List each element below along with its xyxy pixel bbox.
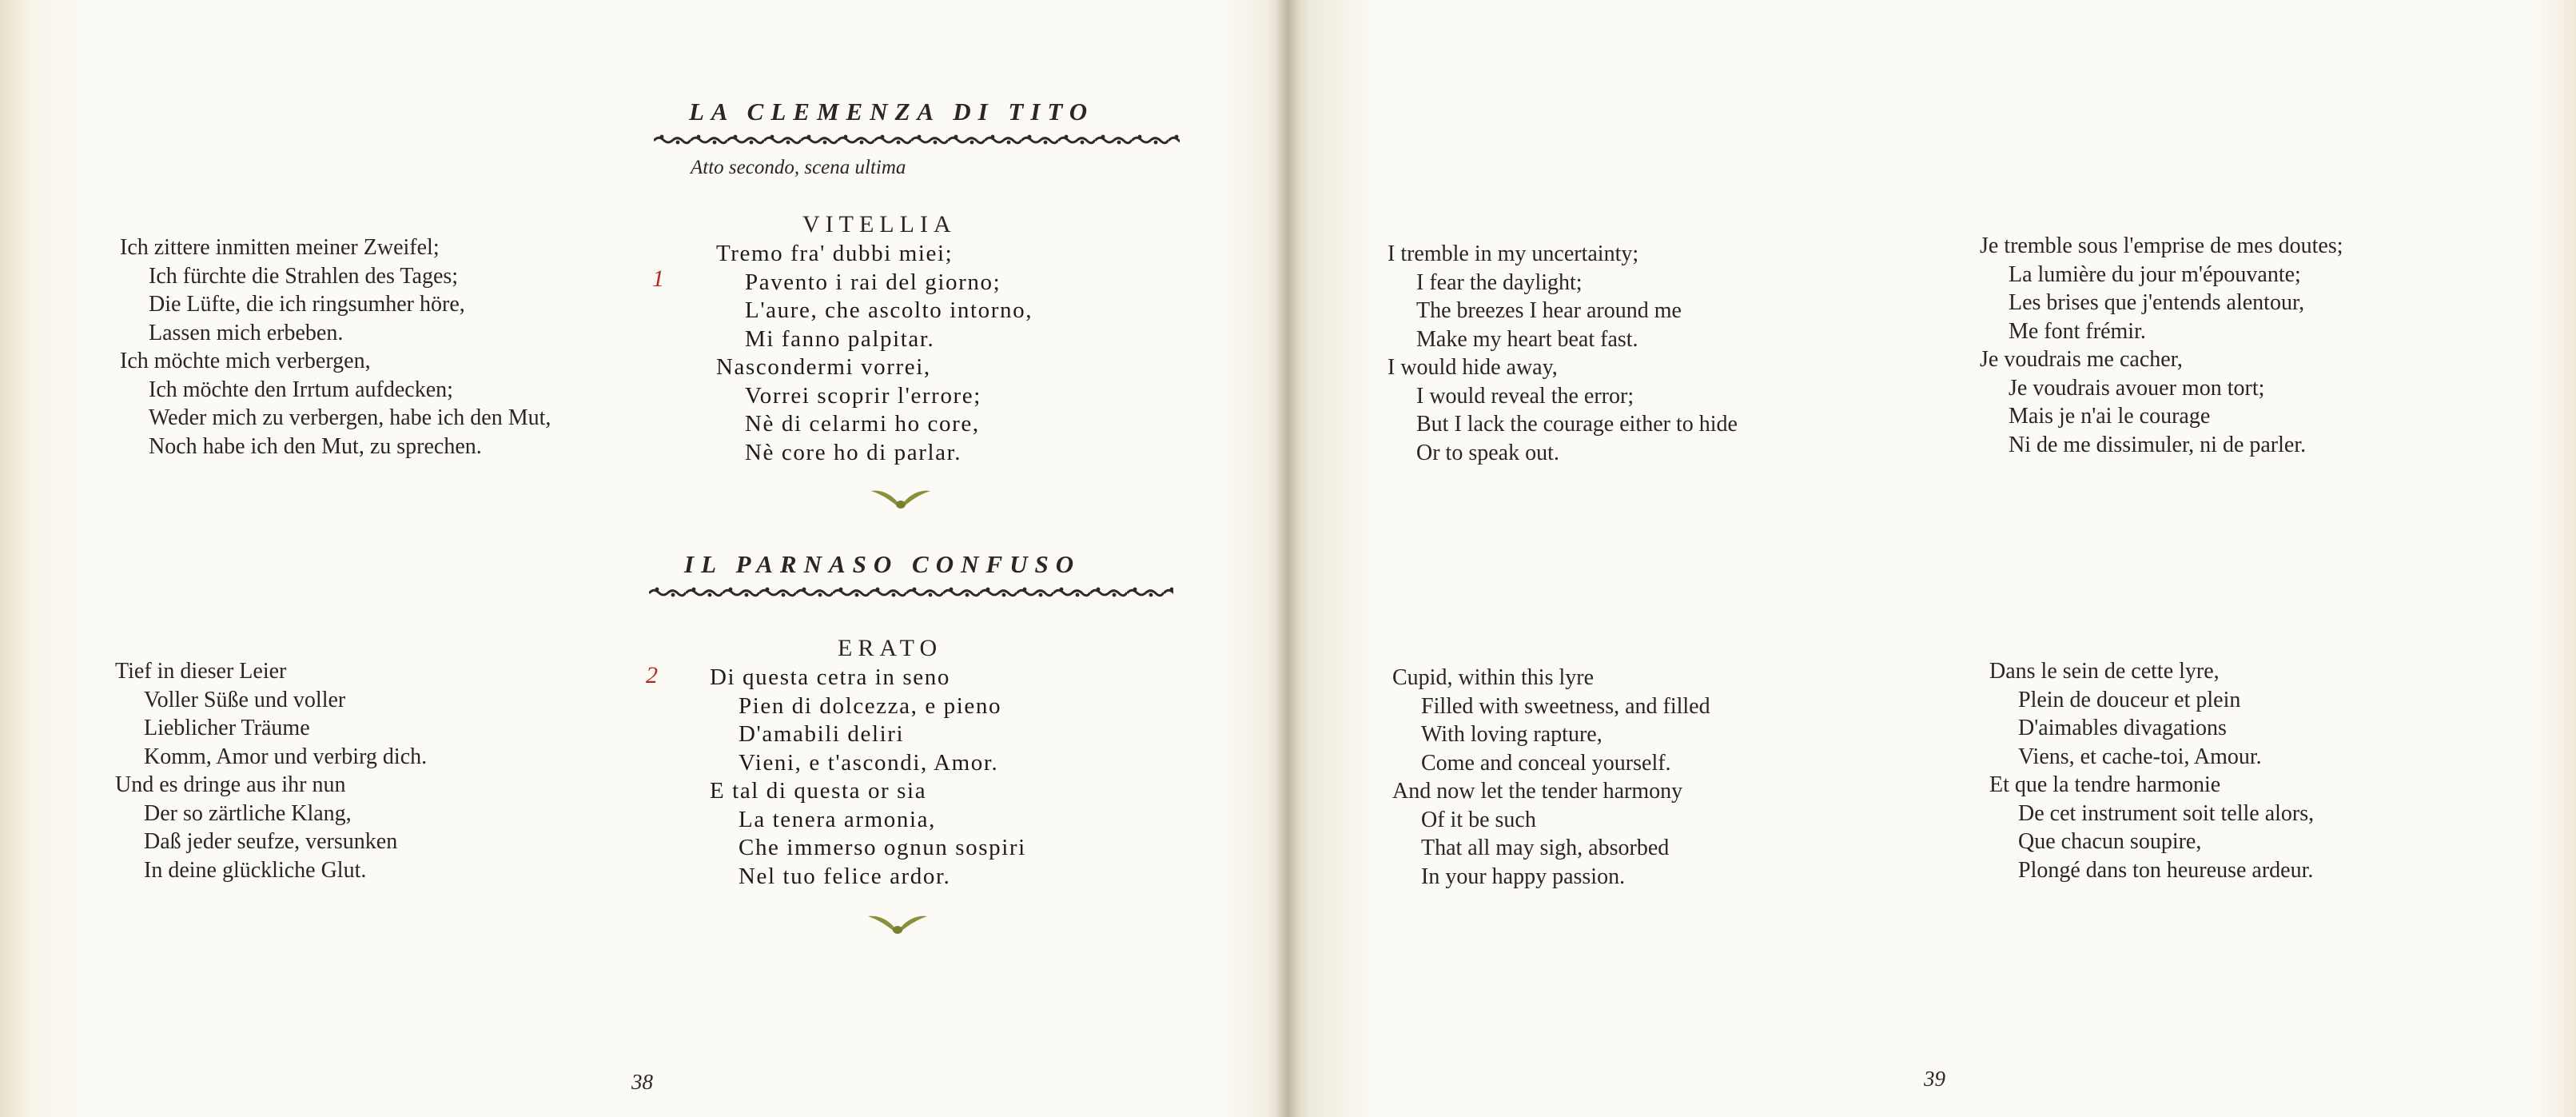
french-line: Viens, et cache-toi, Amour. [2018,744,2262,769]
german-line: Der so zärtliche Klang, [144,800,352,826]
english-line: And now let the tender harmony [1392,779,1683,804]
french-line: Je tremble sous l'emprise de mes doutes; [1980,233,2343,258]
italian-line: E tal di questa or sia [710,778,927,804]
character-erato: ERATO [838,635,943,661]
german-verse-1 [120,233,551,461]
italian-line: L'aure, che ascolto intorno, [745,297,1033,323]
english-line: I would reveal the error; [1416,383,1634,409]
german-line: In deine glückliche Glut. [144,857,367,883]
german-line: Die Lüfte, die ich ringsumher höre, [149,292,465,317]
page-number: 38 [631,1070,653,1094]
italian-line: Pien di dolcezza, e pieno [739,692,1002,719]
italian-line: Pavento i rai del giorno; [745,269,1001,295]
title-ornament-rule [649,585,1173,598]
gutter-shadow [1276,0,1300,1117]
title-ornament-rule [654,133,1180,146]
character-vitellia: VITELLIA [802,211,957,237]
italian-line: Che immerso ognun sospiri [739,835,1026,860]
english-line: I would hide away, [1388,355,1558,380]
italian-verse-2 [710,664,1026,891]
german-line: Und es dringe aus ihr nun [115,772,346,797]
english-line: Filled with sweetness, and filled [1421,693,1710,719]
italian-line: Nè di celarmi ho core, [745,411,980,437]
french-verse-2 [1989,657,2314,884]
english-line: Cupid, within this lyre [1392,665,1594,690]
french-line: Je voudrais avouer mon tort; [2009,375,2265,401]
section1-subtitle: Atto secondo, scena ultima [691,157,906,178]
french-line: La lumière du jour m'épouvante; [2009,261,2301,287]
section1-title: LA CLEMENZA DI TITO [689,98,1095,126]
german-line: Tief in dieser Leier [115,659,287,684]
french-line: Et que la tendre harmonie [1989,772,2221,797]
italian-line: Tremo fra' dubbi miei; [716,241,954,266]
english-line: Make my heart beat fast. [1416,326,1638,352]
french-line: De cet instrument soit telle alors, [2018,800,2315,826]
french-line: Mais je n'ai le courage [2009,404,2211,429]
french-verse-1 [1980,232,2343,459]
italian-verse-1 [716,240,1033,467]
english-line: But I lack the courage either to hide [1416,412,1738,437]
english-line: Of it be such [1421,807,1536,832]
german-line: Daß jeder seufze, versunken [144,829,398,854]
english-line: I tremble in my uncertainty; [1388,241,1639,266]
german-line: Ich fürchte die Strahlen des Tages; [149,263,459,289]
italian-line: Vieni, e t'ascondi, Amor. [739,749,999,776]
french-line: Je voudrais me cacher, [1980,347,2183,372]
italian-line: D'amabili deliri [739,721,905,747]
german-line: Weder mich zu verbergen, habe ich den Mut, [149,405,551,430]
verse-number-2: 2 [646,662,658,688]
english-line: That all may sigh, absorbed [1421,836,1670,860]
italian-line: La tenera armonia, [739,806,936,832]
english-line: With loving rapture, [1421,722,1603,747]
italian-line: Nel tuo felice ardor. [739,863,951,889]
german-line: Ich möchte mich verbergen, [120,349,371,373]
french-line: Plein de douceur et plein [2018,687,2241,712]
page-number: 39 [1924,1067,1945,1091]
english-line: I fear the daylight; [1416,269,1583,295]
french-line: Dans le sein de cette lyre, [1989,659,2220,684]
french-line: Me font frémir. [2009,318,2146,344]
german-line: Lieblicher Träume [144,716,310,740]
french-line: Que chacun soupire, [2018,829,2202,854]
french-line: Les brises que j'entends alentour, [2009,290,2305,315]
german-line: Ich möchte den Irrtum aufdecken; [149,377,453,402]
italian-line: Di questa cetra in seno [710,664,950,690]
german-line: Noch habe ich den Mut, zu sprechen. [149,433,482,459]
italian-line: Nascondermi vorrei, [716,354,931,380]
english-verse-1 [1388,240,1738,467]
italian-line: Nè core ho di parlar. [745,439,962,465]
german-line: Lassen mich erbeben. [149,320,344,345]
english-line: The breezes I hear around me [1416,298,1682,323]
italian-line: Mi fanno palpitar. [745,325,935,352]
german-line: Ich zittere inmitten meiner Zweifel; [120,235,440,260]
leaf-ornament-icon [870,483,932,510]
english-verse-2 [1392,664,1710,891]
german-line: Komm, Amor und verbirg dich. [144,744,428,769]
german-verse-2 [115,657,427,884]
french-line: D'aimables divagations [2018,716,2227,740]
english-line: Come and conceal yourself. [1421,750,1671,776]
italian-line: Vorrei scoprir l'errore; [745,382,981,409]
verse-number-1: 1 [652,265,664,292]
section2-title: IL PARNASO CONFUSO [684,550,1081,578]
french-line: Plongé dans ton heureuse ardeur. [2018,857,2314,883]
french-line: Ni de me dissimuler, ni de parler. [2009,432,2307,457]
english-line: In your happy passion. [1421,864,1626,889]
german-line: Voller Süße und voller [144,687,346,712]
right-page [1288,0,2576,1117]
english-line: Or to speak out. [1416,440,1559,465]
leaf-ornament-icon [866,908,929,935]
